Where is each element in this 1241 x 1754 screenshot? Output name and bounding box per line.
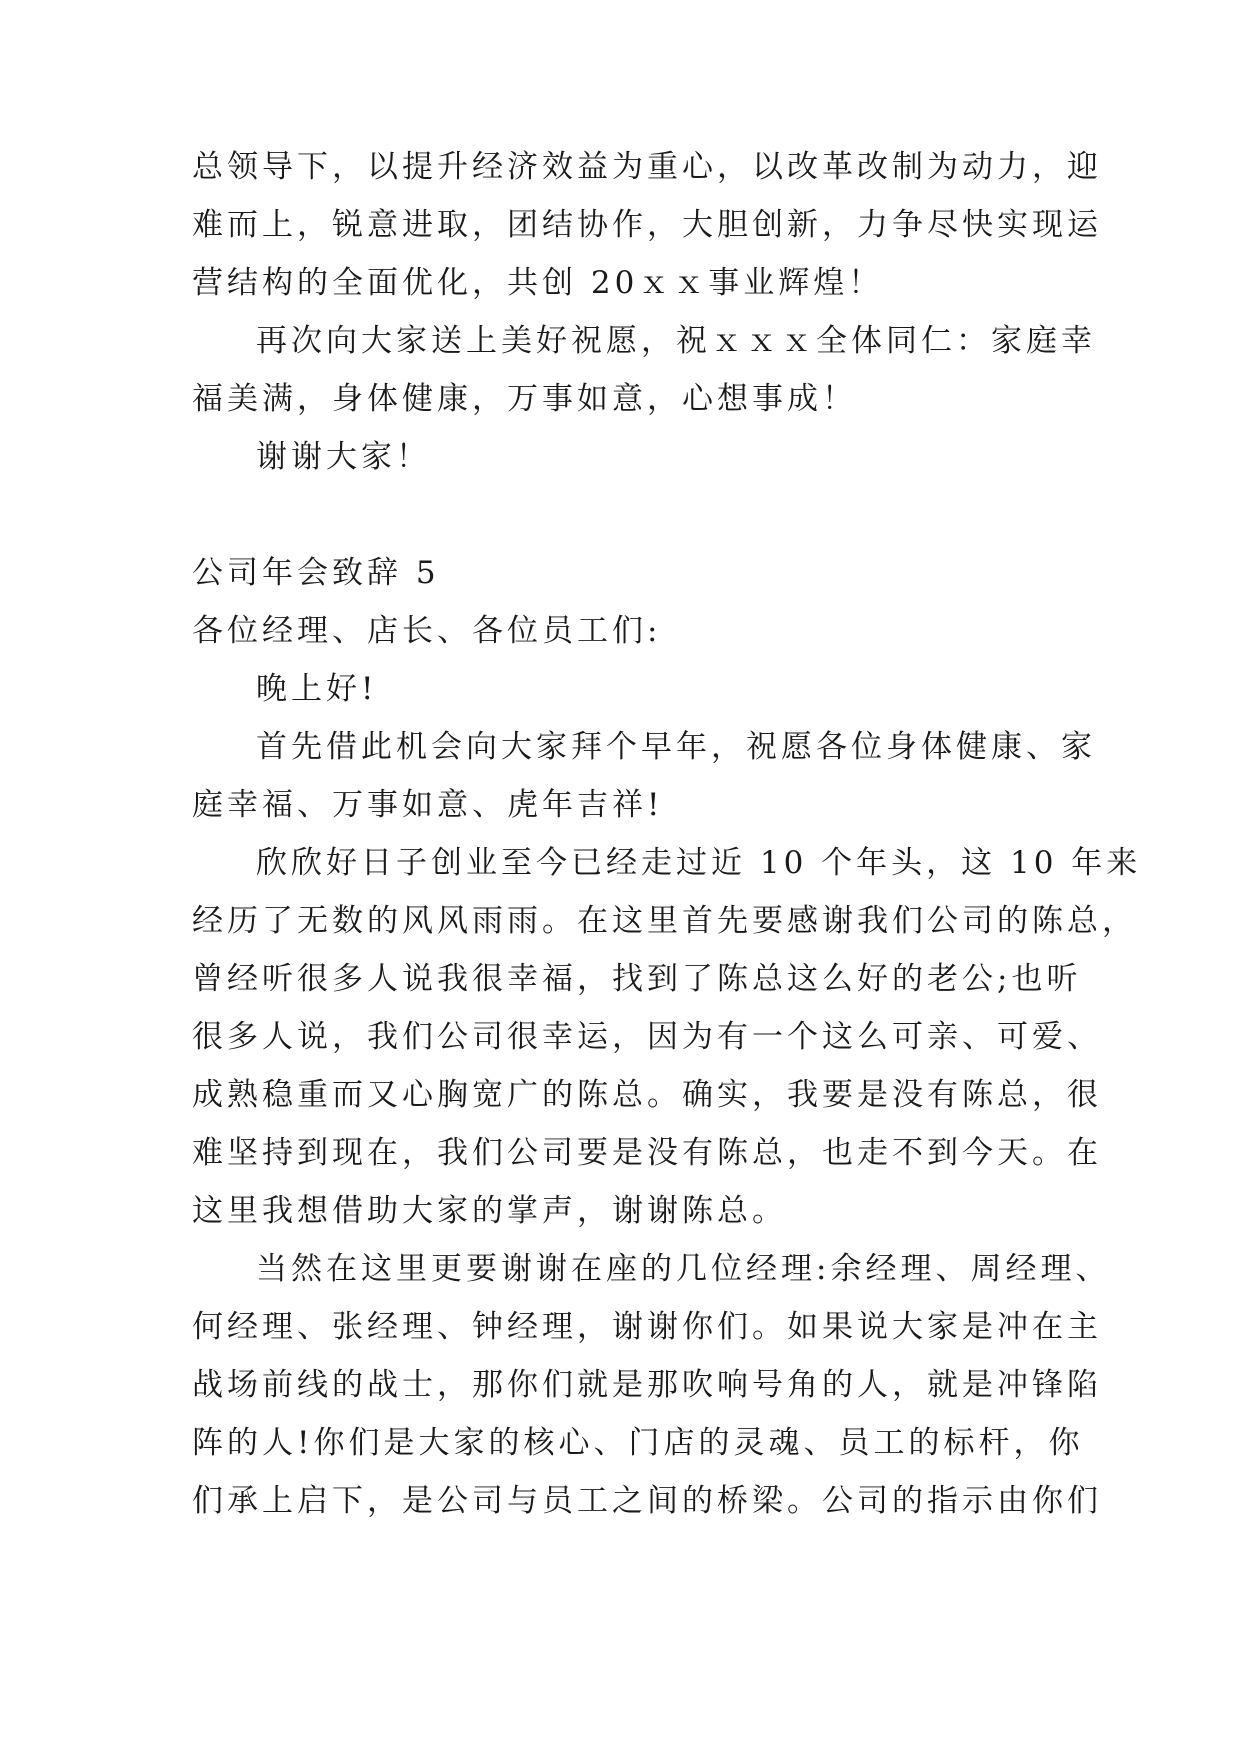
paragraph-line: 战场前线的战士，那你们就是那吹响号角的人，就是冲锋陷 bbox=[192, 1367, 1102, 1403]
paragraph-line: 难而上，锐意进取，团结协作，大胆创新，力争尽快实现运 bbox=[192, 207, 1102, 243]
paragraph-line: 庭幸福、万事如意、虎年吉祥! bbox=[192, 787, 664, 823]
salutation: 各位经理、店长、各位员工们: bbox=[192, 613, 662, 649]
section-title: 公司年会致辞 5 bbox=[192, 555, 440, 591]
paragraph-line: 们承上启下，是公司与员工之间的桥梁。公司的指示由你们 bbox=[192, 1483, 1102, 1519]
paragraph-line: 难坚持到现在，我们公司要是没有陈总，也走不到今天。在 bbox=[192, 1135, 1102, 1171]
paragraph-line: 曾经听很多人说我很幸福，找到了陈总这么好的老公;也听 bbox=[192, 961, 1082, 997]
paragraph-line: 营结构的全面优化，共创 20ｘｘ事业辉煌！ bbox=[192, 265, 884, 301]
paragraph-line: 这里我想借助大家的掌声，谢谢陈总。 bbox=[192, 1193, 787, 1229]
paragraph-line: 经历了无数的风风雨雨。在这里首先要感谢我们公司的陈总， bbox=[192, 903, 1137, 939]
paragraph-line: 再次向大家送上美好祝愿，祝ｘｘｘ全体同仁：家庭幸 bbox=[256, 323, 1096, 359]
paragraph-line: 总领导下，以提升经济效益为重心，以改革改制为动力，迎 bbox=[192, 149, 1102, 185]
paragraph-line: 首先借此机会向大家拜个早年，祝愿各位身体健康、家 bbox=[256, 729, 1096, 765]
paragraph-line: 福美满，身体健康，万事如意，心想事成！ bbox=[192, 381, 857, 417]
paragraph-line: 当然在这里更要谢谢在座的几位经理:余经理、周经理、 bbox=[256, 1251, 1111, 1287]
greeting: 晚上好! bbox=[256, 671, 378, 707]
paragraph-line: 何经理、张经理、钟经理，谢谢你们。如果说大家是冲在主 bbox=[192, 1309, 1102, 1345]
paragraph-line: 欣欣好日子创业至今已经走过近 10 个年头，这 10 年来 bbox=[256, 845, 1142, 881]
paragraph-line: 谢谢大家！ bbox=[256, 439, 431, 475]
paragraph-line: 阵的人!你们是大家的核心、门店的灵魂、员工的标杆，你 bbox=[192, 1425, 1084, 1461]
paragraph-line: 成熟稳重而又心胸宽广的陈总。确实，我要是没有陈总，很 bbox=[192, 1077, 1102, 1113]
paragraph-line: 很多人说，我们公司很幸运，因为有一个这么可亲、可爱、 bbox=[192, 1019, 1102, 1055]
